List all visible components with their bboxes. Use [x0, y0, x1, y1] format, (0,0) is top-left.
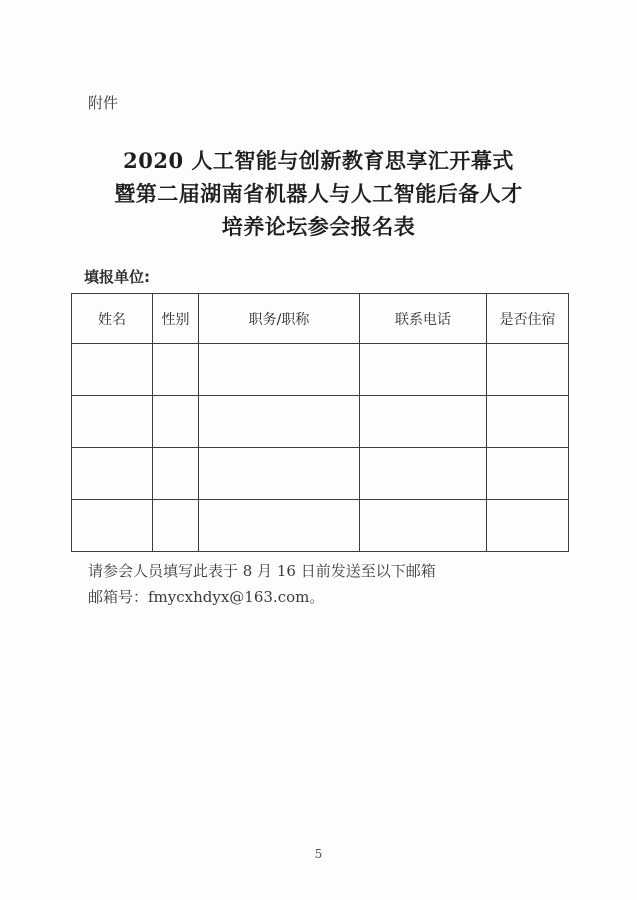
reporting-unit-label: 填报单位:	[84, 268, 150, 286]
table-cell[interactable]	[72, 500, 153, 552]
attachment-label: 附件	[88, 94, 119, 112]
table-cell[interactable]	[360, 396, 487, 448]
header-accommodation: 是否住宿	[487, 294, 569, 344]
table-cell[interactable]	[153, 448, 199, 500]
table-cell[interactable]	[153, 396, 199, 448]
page-number: 5	[314, 847, 323, 861]
header-phone: 联系电话	[360, 294, 487, 344]
table-cell[interactable]	[487, 396, 569, 448]
table-cell[interactable]	[487, 500, 569, 552]
header-position-title: 职务/职称	[199, 294, 360, 344]
table-cell[interactable]	[199, 448, 360, 500]
table-row	[72, 500, 569, 552]
table-cell[interactable]	[360, 500, 487, 552]
table-cell[interactable]	[199, 396, 360, 448]
table-header-row	[72, 294, 569, 344]
table-cell[interactable]	[72, 344, 153, 396]
table-row	[72, 396, 569, 448]
title-line-3: 培养论坛参会报名表	[221, 214, 416, 239]
table-cell[interactable]	[487, 448, 569, 500]
email-address-line: 邮箱号：fmycxhdyx@163.com。	[88, 588, 325, 606]
table-cell[interactable]	[199, 500, 360, 552]
title-line-1: 2020 人工智能与创新教育思享汇开幕式	[123, 148, 514, 173]
table-cell[interactable]	[72, 396, 153, 448]
title-line-2: 暨第二届湖南省机器人与人工智能后备人才	[114, 181, 523, 206]
table-cell[interactable]	[487, 344, 569, 396]
table-row	[72, 448, 569, 500]
table-cell[interactable]	[360, 448, 487, 500]
table-cell[interactable]	[153, 344, 199, 396]
header-name: 姓名	[72, 294, 153, 344]
submission-note: 请参会人员填写此表于 8 月 16 日前发送至以下邮箱	[88, 562, 436, 580]
registration-table	[71, 293, 569, 552]
table-row	[72, 344, 569, 396]
table-cell[interactable]	[153, 500, 199, 552]
header-gender: 性别	[153, 294, 199, 344]
table-cell[interactable]	[199, 344, 360, 396]
table-cell[interactable]	[360, 344, 487, 396]
table-cell[interactable]	[72, 448, 153, 500]
